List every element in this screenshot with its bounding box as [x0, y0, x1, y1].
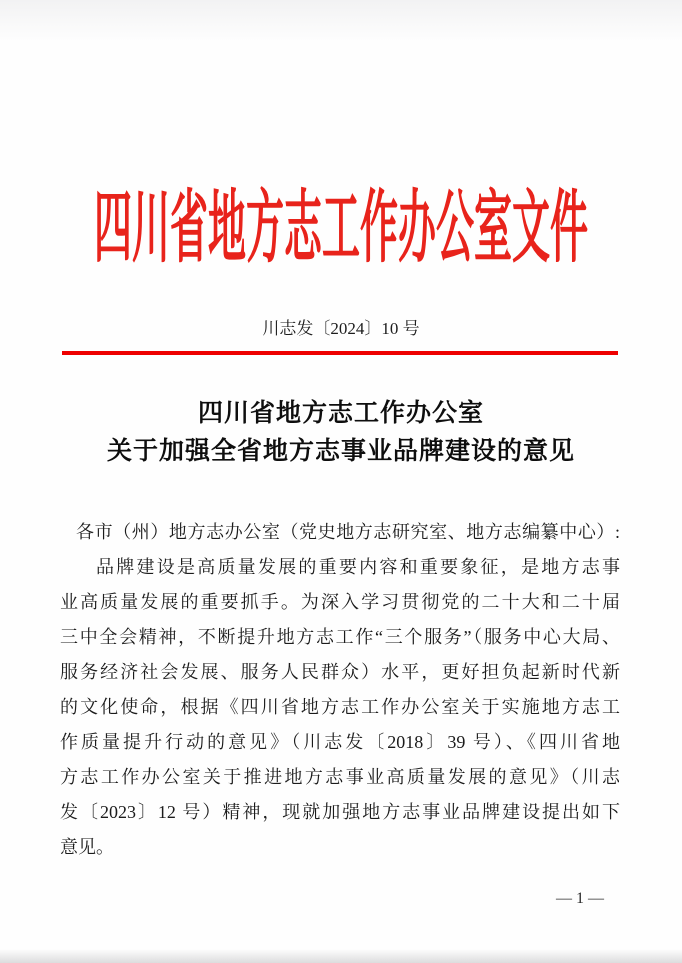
body-line: 业高质量发展的重要抓手。为深入学习贯彻党的二十大和二十届 [60, 592, 620, 612]
salutation-line: 各市（州）地方志办公室（党史地方志研究室、地方志编纂中心）: [76, 522, 620, 542]
document-title-line1: 四川省地方志工作办公室 [197, 400, 484, 427]
page-number: — 1 — [556, 890, 604, 907]
document-header-banner [0, 185, 682, 274]
document-title-line2: 关于加强全省地方志事业品牌建设的意见 [106, 438, 575, 465]
red-divider-line [62, 351, 618, 355]
issuing-agency-banner-title: 四川省地方志工作办公室文件 [93, 185, 588, 274]
page-bottom-shadow [0, 949, 682, 963]
body-line: 发〔2023〕12 号）精神，现就加强地方志事业品牌建设提出如下 [60, 802, 620, 822]
page-top-shadow [0, 0, 682, 42]
body-line: 服务经济社会发展、服务人民群众）水平，更好担负起新时代新 [60, 662, 620, 682]
document-title [0, 395, 682, 471]
document-reference-number: 川志发〔2024〕10 号 [262, 319, 420, 338]
body-line: 三中全会精神，不断提升地方志工作“三个服务”（服务中心大局、 [60, 627, 620, 647]
body-line: 作质量提升行动的意见》（川志发〔2018〕39 号）、《四川省地 [60, 732, 620, 752]
document-body [60, 515, 620, 865]
body-line: 品牌建设是高质量发展的重要内容和重要象征，是地方志事 [96, 557, 620, 577]
body-line: 的文化使命，根据《四川省地方志工作办公室关于实施地方志工 [60, 697, 620, 717]
body-line: 方志工作办公室关于推进地方志事业高质量发展的意见》（川志 [60, 767, 620, 787]
body-line: 意见。 [60, 837, 114, 857]
